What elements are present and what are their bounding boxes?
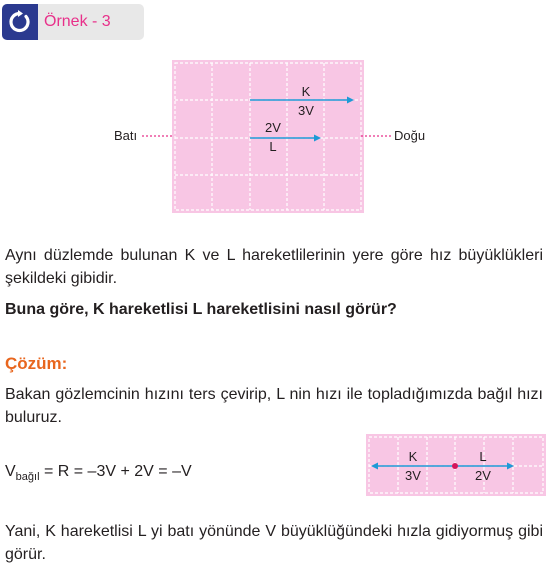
k-label-2: K	[408, 449, 418, 464]
velocity-figure	[172, 60, 364, 213]
relative-velocity-equation	[5, 462, 192, 487]
example-title: Örnek - 3	[44, 13, 111, 30]
example-header	[2, 4, 144, 40]
l-label: L	[269, 139, 277, 154]
l-speed: 2V	[265, 120, 281, 135]
k-label: K	[301, 84, 311, 99]
conclusion: Yani, K hareketlisi L yi batı yönünde V büyüklüğündeki hızla gidiyormuş gibi görür.	[5, 523, 543, 563]
relative-velocity-figure	[366, 434, 546, 496]
eq-subscript: bağıl	[15, 471, 40, 484]
origin-dot	[452, 463, 458, 469]
solution-explanation: Bakan gözlemcinin hızını ters çevirip, L nin hızı ile topladığımızda bağıl hızı buluruz.	[5, 386, 543, 426]
grid-background	[172, 60, 364, 213]
east-guide	[361, 133, 393, 139]
east-label: Doğu	[394, 128, 426, 143]
refresh-circle-icon	[2, 4, 38, 40]
west-guide	[142, 133, 174, 139]
problem-statement: Aynı düzlemde bulunan K ve L hareketlilerinin yere göre hız büyüklükleri şekildeki gibidir.	[5, 247, 543, 287]
k-speed-2: 3V	[405, 468, 421, 483]
l-speed-2: 2V	[475, 468, 491, 483]
question: Buna göre, K hareketlisi L hareketlisini nasıl görür?	[5, 301, 397, 318]
solution-title: Çözüm:	[5, 354, 68, 373]
west-label: Batı	[114, 128, 138, 143]
example-icon	[2, 4, 38, 40]
eq-v: V	[5, 463, 16, 480]
l-label-2: L	[479, 449, 487, 464]
k-speed: 3V	[298, 103, 314, 118]
eq-rest: = R = –3V + 2V = –V	[39, 463, 192, 480]
